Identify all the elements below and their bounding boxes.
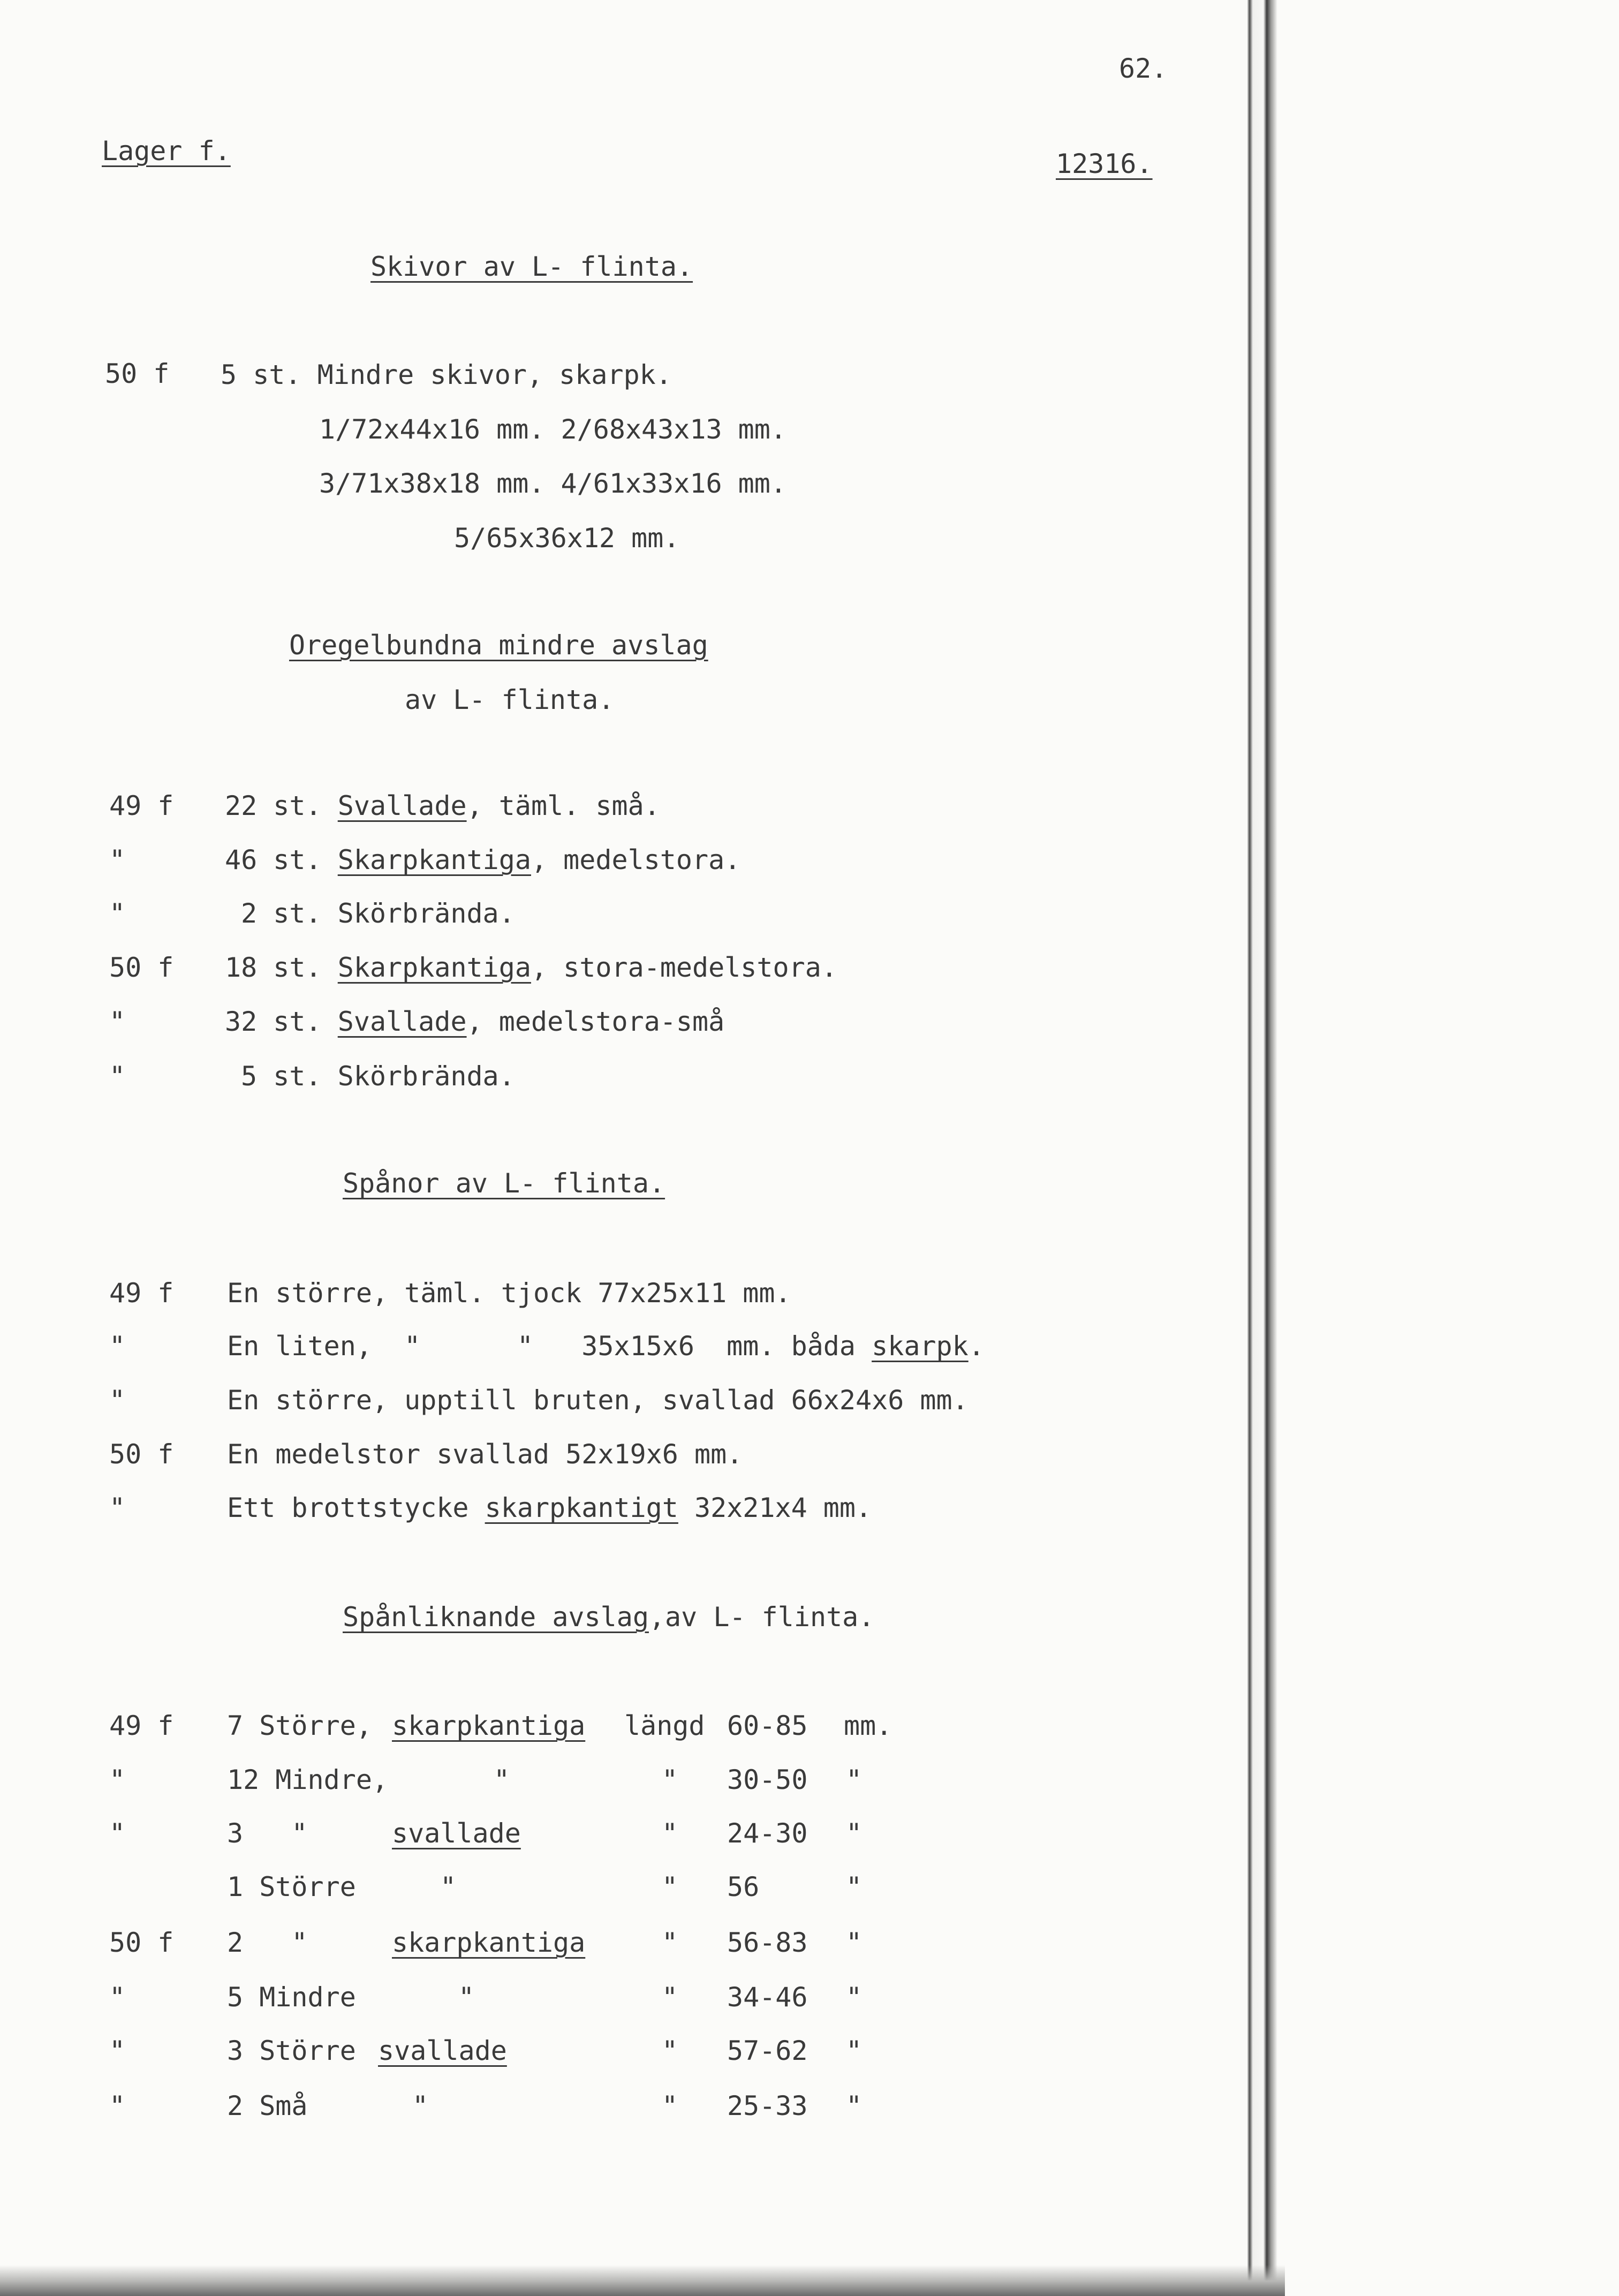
row-value: 60-85 [727,1710,808,1741]
item-desc: , stora-medelstora. [531,952,837,983]
row-location: " [109,1982,126,2013]
row-location: " [109,1818,126,1849]
row-tail: . [968,1331,985,1362]
row-text [227,1492,872,1524]
row-label: " [662,2090,678,2121]
row-location: 50 f [109,1927,174,1958]
row-underlined: skarpkantigt [485,1492,678,1523]
row-location: " [109,1331,126,1362]
row-label: " [662,1982,678,2013]
item-kind: Svallade [337,790,467,821]
row-unit: " [846,1871,863,1902]
row-text [227,1330,985,1362]
row-text: En medelstor svallad 52x19x6 mm. [227,1439,743,1470]
row-location: " [109,1006,126,1037]
row-type: svallade [392,1818,521,1849]
catalog-number: 12316. [1056,148,1153,179]
row-quantity: 7 Större, [227,1710,372,1741]
item-kind: Svallade [337,1006,467,1037]
section-title-spanliknande [343,1601,874,1633]
row-location: " [109,1492,126,1523]
row-quantity: 1 Större [227,1871,356,1902]
row-type: " [412,2090,429,2121]
page-number: 62. [1119,53,1168,84]
row-unit: " [846,1982,863,2013]
bottom-edge-shadow [0,2265,1285,2296]
row-text-part: Ett brottstycke [227,1492,485,1523]
row-value: 24-30 [727,1818,808,1849]
row-label: " [662,1764,678,1795]
item-count: 32 st. [225,1006,322,1037]
row-text: 1/72x44x16 mm. 2/68x43x13 mm. [319,414,786,445]
item-count: 46 st. [225,844,322,875]
row-unit: " [846,1818,863,1849]
row-unit: mm. [844,1710,892,1741]
section-title-spanor: Spånor av L- flinta. [343,1168,665,1199]
item-desc: Skörbrända. [337,1061,515,1092]
row-quantity: 3 Större [227,2035,356,2066]
item-count: 18 st. [225,952,322,983]
row-location: " [109,2035,126,2066]
row-location: 50 f [105,358,170,389]
row-type: " [494,1764,510,1795]
page-edge-shadow [1247,0,1277,2296]
row-type: skarpkantiga [392,1927,586,1958]
row-value: 34-46 [727,1982,808,2013]
row-location: " [109,844,126,875]
list-item [225,790,660,822]
list-item [225,1006,724,1038]
item-count: 5 st. [241,1061,322,1092]
row-text: 5 st. Mindre skivor, skarpk. [221,359,672,390]
row-label: " [662,1818,678,1849]
row-location: 49 f [109,790,174,821]
item-kind: Skarpkantiga [337,844,531,875]
row-label: " [662,1927,678,1958]
row-value: 56-83 [727,1927,808,1958]
item-desc: , täml. små. [466,790,660,821]
list-item [225,951,837,984]
row-type: skarpkantiga [392,1710,586,1741]
row-label: " [662,2035,678,2066]
row-text: En större, upptill bruten, svallad 66x24x6 mm. [227,1385,969,1416]
item-desc: , medelstora. [531,844,741,875]
section-title-skivor: Skivor av L- flinta. [370,251,693,282]
section-title-oregelbundna: Oregelbundna mindre avslag [289,630,708,661]
row-type: " [458,1982,475,2013]
item-count: 2 st. [241,898,322,929]
row-location: 50 f [109,1439,174,1470]
list-item [225,844,740,876]
row-underlined: skarpk [872,1331,969,1362]
row-label: " [662,1871,678,1902]
row-value: 25-33 [727,2090,808,2121]
row-location: " [109,1385,126,1416]
section-subtitle: av L- flinta. [405,684,615,715]
item-desc: , medelstora-små [466,1006,725,1037]
row-location: " [109,1764,126,1795]
item-desc: Skörbrända. [337,898,515,929]
row-unit: " [846,2090,863,2121]
row-location: 49 f [109,1710,174,1741]
row-location: 49 f [109,1278,174,1309]
row-text: En större, täml. tjock 77x25x11 mm. [227,1278,791,1309]
row-label: längd [624,1710,705,1741]
row-value: 57-62 [727,2035,808,2066]
list-item [241,1060,515,1092]
row-value: 30-50 [727,1764,808,1795]
section-title-main: Spånliknande avslag [343,1602,649,1633]
row-text: 5/65x36x12 mm. [454,523,680,554]
row-tail: 32x21x4 mm. [678,1492,872,1523]
row-unit: " [846,2035,863,2066]
section-title-tail: ,av L- flinta. [648,1602,875,1633]
row-text-part: En liten, " " 35x15x6 mm. båda [227,1331,872,1362]
row-type: " [440,1871,457,1902]
row-location: " [109,1061,126,1092]
header-storage-label: Lager f. [102,135,231,167]
item-kind: Skarpkantiga [337,952,531,983]
list-item [241,897,515,930]
row-quantity: 3 " [227,1818,308,1849]
row-quantity: 12 Mindre, [227,1764,389,1795]
row-location: 50 f [109,952,174,983]
item-count: 22 st. [225,790,322,821]
row-location: " [109,898,126,929]
row-quantity: 2 " [227,1927,308,1958]
row-unit: " [846,1927,863,1958]
row-type: svallade [378,2035,507,2066]
row-location: " [109,2090,126,2121]
row-text: 3/71x38x18 mm. 4/61x33x16 mm. [319,468,786,499]
row-unit: " [846,1764,863,1795]
row-quantity: 5 Mindre [227,1982,356,2013]
row-value: 56 [727,1871,760,1902]
row-quantity: 2 Små [227,2090,308,2121]
